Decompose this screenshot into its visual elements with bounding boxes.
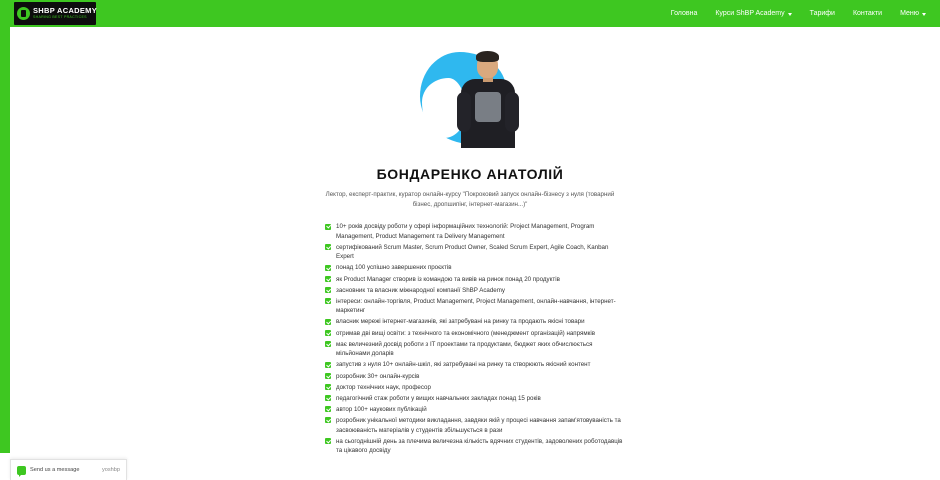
check-icon	[325, 276, 331, 282]
list-item-label: 10+ років досвіду роботи у сфері інформаційних технологій: Project Management, Program Management, Product Management та Delivery Management	[336, 223, 595, 240]
check-icon	[325, 330, 331, 336]
list-item	[325, 243, 625, 262]
list-item-label: отримав дві вищі освіти: з технічного та економічного (менеджмент організацій) напрямків	[336, 329, 596, 337]
list-item	[325, 297, 625, 316]
avatar	[453, 48, 520, 148]
logo-title: SHBP ACADEMY	[33, 6, 98, 16]
credentials-list	[325, 222, 625, 457]
instructor-photo	[420, 48, 520, 148]
photo-hair	[476, 51, 499, 62]
check-icon	[325, 319, 331, 325]
list-item	[325, 394, 625, 404]
list-item-label: як Product Manager створив із командою та вивів на ринок понад 20 продуктів	[336, 275, 560, 283]
check-icon	[325, 373, 331, 379]
list-item-label: інтереси: онлайн-торгівля, Product Management, Project Management, онлайн-навчання, інтернет-маркетинг	[336, 297, 616, 315]
chat-widget[interactable]	[10, 459, 127, 480]
list-item	[325, 329, 625, 339]
check-icon	[325, 244, 331, 250]
nav-item-pricing-label: Тарифи	[809, 10, 835, 17]
list-item	[325, 222, 625, 241]
check-icon	[325, 417, 331, 423]
list-item	[325, 317, 625, 327]
nav-item-contacts-label: Контакти	[852, 10, 883, 17]
list-item-label: розробник 30+ онлайн-курсів	[336, 372, 420, 380]
list-item-label: має величезний досвід роботи з ІТ проектами та продуктами, бюджет яких обчислюється мільйонами доларів	[336, 340, 593, 358]
list-item	[325, 405, 625, 415]
list-item	[325, 340, 625, 359]
check-icon	[325, 224, 331, 230]
chat-bubble-icon	[17, 466, 26, 475]
list-item-label: власник мережі інтернет-магазинів, які затребувані на ринку та продають якісні товари	[336, 318, 585, 326]
chat-widget-label: Send us a message	[30, 467, 80, 473]
chat-widget-brand: yoshbp	[101, 467, 120, 473]
list-item-label: доктор технічних наук, професор	[336, 383, 431, 391]
check-icon	[325, 298, 331, 304]
nav-item-contacts[interactable]	[853, 10, 882, 17]
list-item	[325, 383, 625, 393]
check-icon	[325, 341, 331, 347]
list-item-label: на сьогоднішній день за плечима величезна кількість вдячних студентів, задоволених роботодавців та цікавого досвіду	[336, 437, 623, 455]
check-icon	[325, 287, 331, 293]
photo-arm-right	[505, 92, 519, 132]
main-navigation	[671, 0, 926, 27]
nav-item-home-label: Головна	[670, 10, 698, 17]
check-icon	[325, 384, 331, 390]
list-item-label: розробник унікальної методики викладання, завдяки якій у процесі навчання запам'ятовуваність та засвоюваність матеріалів у студентів збільшується в рази	[336, 416, 621, 434]
check-icon	[325, 438, 331, 444]
list-item	[325, 275, 625, 285]
list-item	[325, 372, 625, 382]
site-logo[interactable]	[14, 2, 96, 25]
list-item-label: понад 100 успішно завершених проєктів	[336, 264, 452, 272]
list-item	[325, 437, 625, 456]
list-item	[325, 416, 625, 435]
nav-item-courses[interactable]	[715, 10, 791, 17]
chevron-down-icon	[788, 13, 792, 16]
photo-shirt-print	[475, 92, 501, 122]
left-accent-bar	[0, 27, 10, 453]
nav-item-menu-label: Меню	[900, 10, 919, 17]
page-title: БОНДАРЕНКО АНАТОЛІЙ	[376, 166, 564, 182]
nav-item-pricing[interactable]	[810, 10, 835, 17]
list-item-label: педагогічний стаж роботи у вищих навчальних закладах понад 15 років	[336, 394, 541, 402]
list-item	[325, 360, 625, 370]
list-item-label: сертифікований Scrum Master, Scrum Product Owner, Scaled Scrum Expert, Agile Coach, Kanban Expert	[336, 243, 609, 261]
list-item	[325, 286, 625, 296]
check-icon	[325, 406, 331, 412]
chevron-down-icon	[922, 13, 926, 16]
check-icon	[325, 362, 331, 368]
nav-item-menu[interactable]	[900, 10, 926, 17]
list-item	[325, 263, 625, 273]
check-icon	[325, 395, 331, 401]
list-item-label: автор 100+ наукових публікацій	[336, 405, 427, 413]
list-item-label: засновник та власник міжнародної компанії ShBP Academy	[336, 286, 505, 294]
logo-text-block	[33, 7, 97, 20]
site-header	[0, 0, 940, 27]
instructor-subtitle: Лектор, експерт-практик, куратор онлайн-курсу "Покроковий запуск онлайн-бізнесу з нуля (товарний бізнес, дропшипінг, інтернет-магазин...)"	[325, 191, 615, 208]
shbp-logo-icon	[17, 7, 30, 20]
nav-item-home[interactable]	[671, 10, 698, 17]
nav-item-courses-label: Курси ShBP Academy	[715, 10, 785, 17]
check-icon	[325, 265, 331, 271]
list-item-label: запустив з нуля 10+ онлайн-шкіл, які затребувані на ринку та створюють якісний контент	[336, 361, 591, 369]
photo-arm-left	[457, 92, 471, 132]
logo-subtitle: SHARING BEST PRACTICES	[33, 15, 87, 20]
